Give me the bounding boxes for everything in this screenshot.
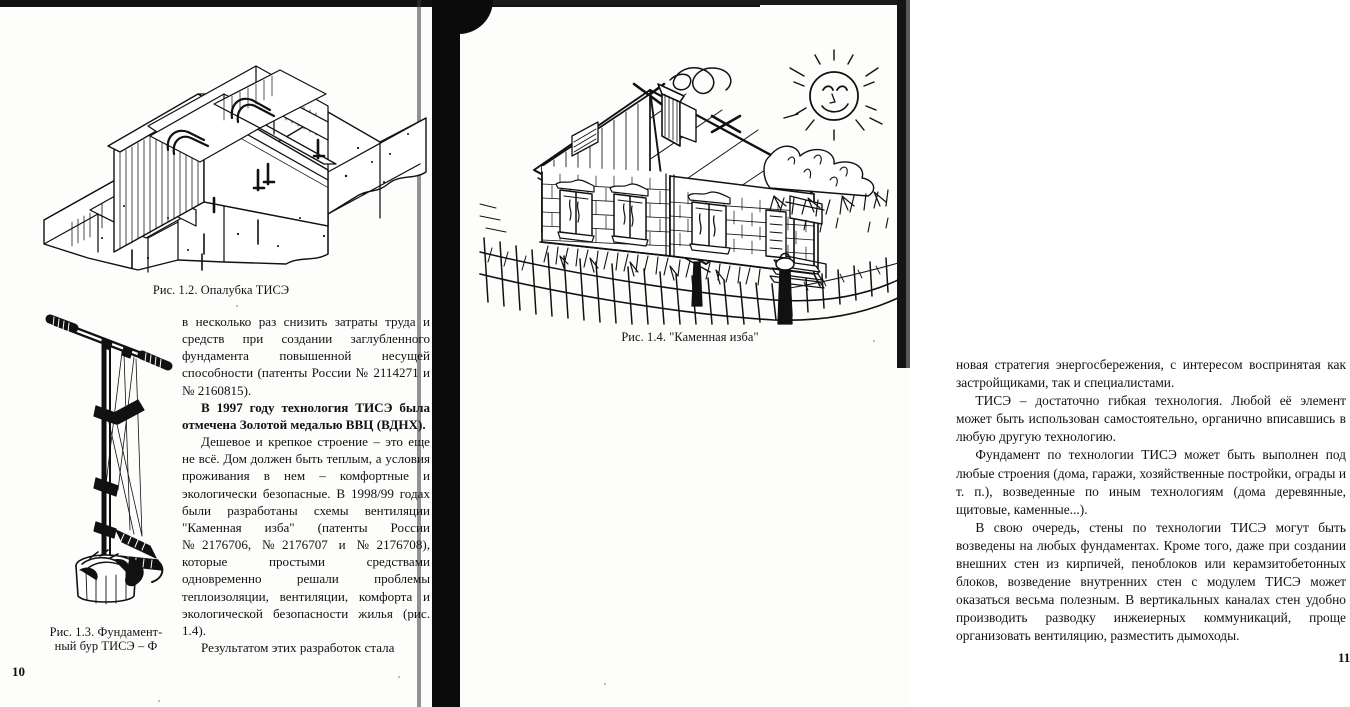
paragraph: в несколько раз снизить затраты труда и средств при создании заглубленного фундамента повышенной несущей способности (патенты России № 2114271 и № 2160815). xyxy=(182,314,430,398)
paragraph-bold-award: В 1997 году технология ТИСЭ была отмечена Золотой медалью ВВЦ (ВДНХ). xyxy=(182,399,430,432)
figure-1-3-caption-line1: Рис. 1.3. Фундамент- xyxy=(49,625,163,639)
figure-1-4-house xyxy=(474,24,904,324)
paragraph: Результатом этих разработок стала xyxy=(200,639,395,655)
paragraph: В свою очередь, стены по технологии ТИСЭ могут быть возведены на любых фундаментах. Кроме того, даже при создании внешних стен из кирпичей, пеноблоков или керамзитобетонных блоков, возведение внутренних стен с модулем ТИСЭ может оказаться весьма полезным. В вертикальных каналах стен удобно производить разводку инжеиерных коммуникаций, проще организовать вентиляцию, разместить дымоходы. xyxy=(956,519,1346,644)
figure-1-3-drill xyxy=(38,308,188,618)
paragraph: Дешевое и крепкое строение – это еще не всё. Дом должен быть теплым, а условия проживания в нем – комфортные и экологически безопасные. В 1998/99 годах были разработаны схемы вентиляции "Каменная изба" (патенты России №2176706, №2176707 и №2176708), которые простыми средствами одновременно решали проблемы теплоизоляции, вентиляции, комфорта и экологической безопасности жилья (рис. 1.4). xyxy=(182,434,430,638)
book-gutter-shadow xyxy=(432,0,460,707)
paragraph: новая стратегия энергосбережения, с интересом воспринятая как застройщиками, так и специалистами. xyxy=(956,357,1346,391)
figure-1-3-caption-line2: ный бур ТИСЭ – Ф xyxy=(54,639,158,653)
right-page-text-column xyxy=(956,356,1346,646)
figure-1-2-formwork xyxy=(28,22,430,280)
left-page xyxy=(0,0,432,707)
figure-1-2-caption: Рис. 1.2. Опалубка ТИСЭ xyxy=(152,283,290,297)
paragraph: Фундамент по технологии ТИСЭ может быть выполнен под любые строения (дома, гаражи, хозяйственные постройки, ограды и т. п.), возведенные по иным технологиям (дома деревянные, щитовые, каменные...). xyxy=(956,447,1346,517)
page-number-right: 11 xyxy=(1338,650,1350,665)
figure-1-3-caption xyxy=(26,625,186,653)
figure-1-4-caption: Рис. 1.4. "Каменная изба" xyxy=(621,330,759,344)
left-page-text-column xyxy=(182,313,430,656)
paragraph: ТИСЭ – достаточно гибкая технология. Любой её элемент может быть использован самостоятельно, органично вписавшись в любую другую технологию. xyxy=(956,393,1346,445)
page-number-left: 10 xyxy=(12,664,25,679)
right-page xyxy=(460,0,1350,707)
